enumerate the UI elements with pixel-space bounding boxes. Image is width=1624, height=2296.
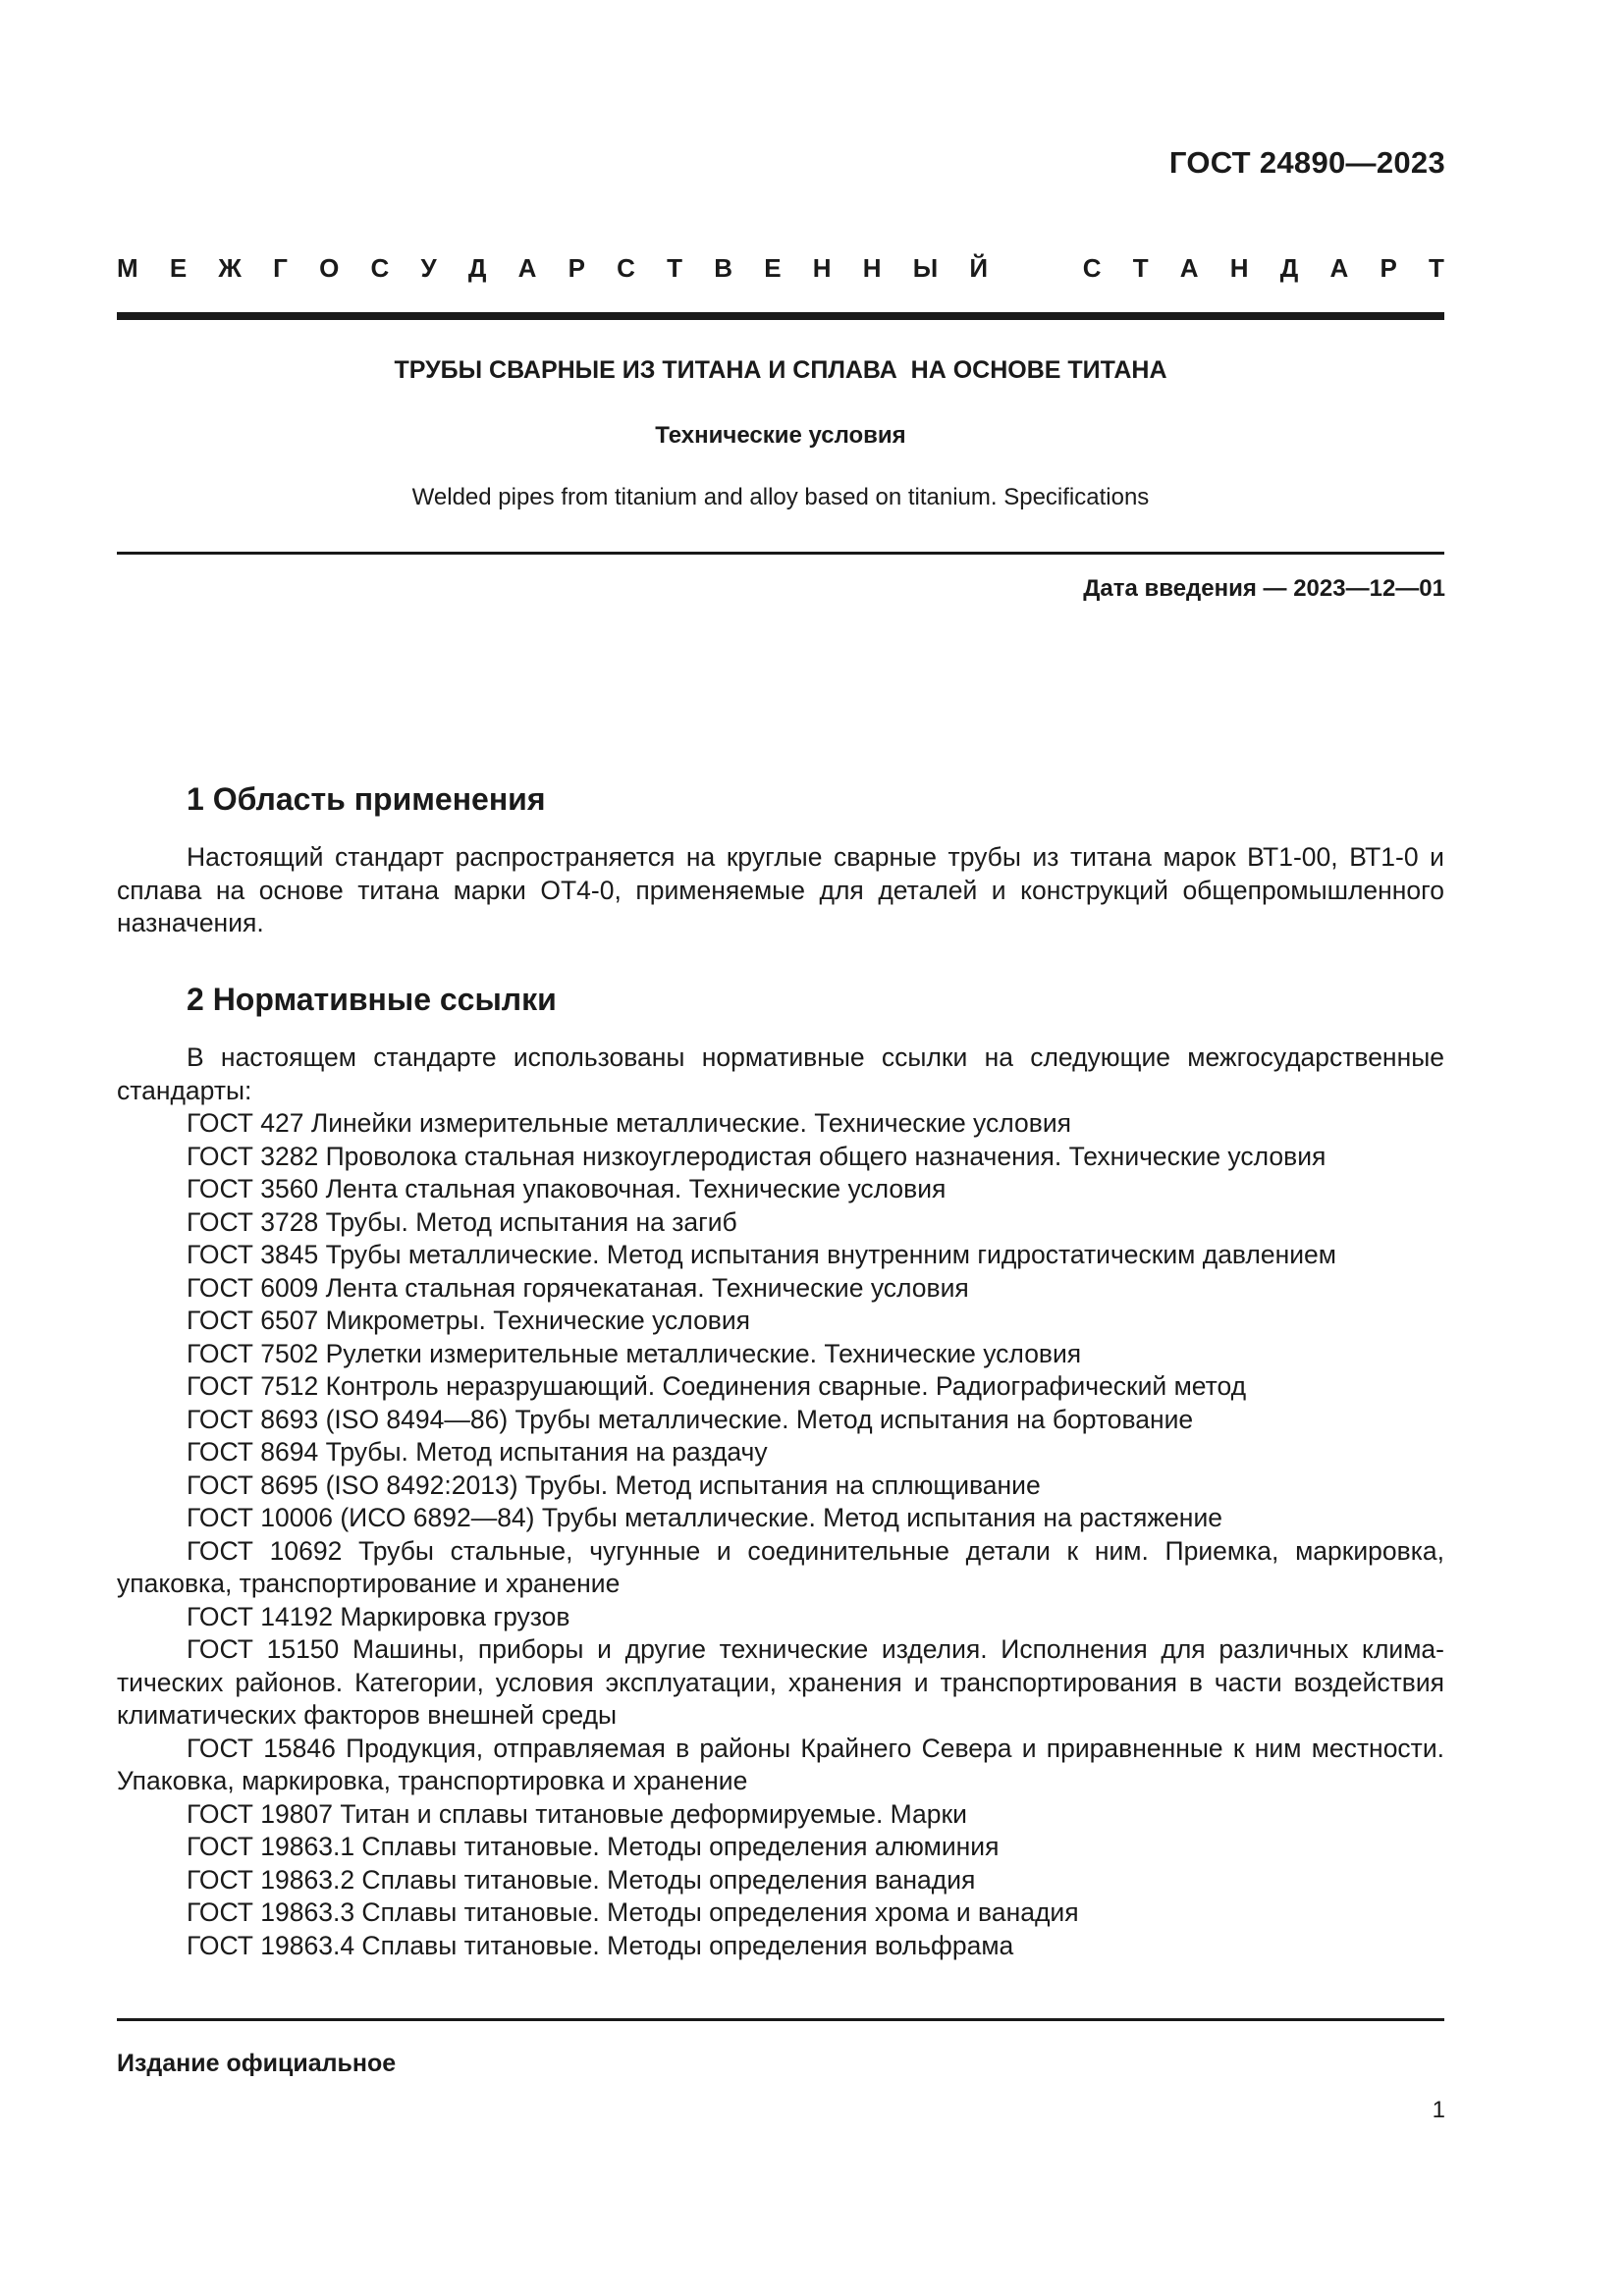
reference-item: ГОСТ 14192 Маркировка грузов (187, 1601, 570, 1631)
reference-item: ГОСТ 7502 Рулетки измерительные металлические. Технические условия (187, 1338, 1082, 1368)
interstate-letter: Г (273, 253, 288, 283)
interstate-letter: О (319, 253, 340, 283)
interstate-letter: Р (1380, 253, 1397, 283)
interstate-letter: М (117, 253, 138, 283)
scope-paragraph: Настоящий стандарт распространяется на круглые сварные трубы из титана марок ВТ1-00, ВТ1-0 и сплава на основе титана марки ОТ4-0, применяемые для деталей и конструкций общепромышленного назначения. (117, 842, 1444, 937)
reference-item: ГОСТ 3845 Трубы металлические. Метод испытания внутренним гидростатическим давлением (187, 1240, 1336, 1269)
interstate-letter: Й (969, 253, 989, 283)
edition-label: Издание официальное (117, 2050, 397, 2077)
introduction-date: Дата введения — 2023—12—01 (1083, 575, 1445, 602)
reference-item: ГОСТ 19807 Титан и сплавы титановые деформируемые. Марки (187, 1798, 967, 1829)
document-subtitle: Технические условия (655, 422, 906, 449)
interstate-letter: Н (862, 253, 882, 283)
reference-item: ГОСТ 7512 Контроль неразрушающий. Соединения сварные. Радиографический метод (187, 1371, 1247, 1401)
document-title-english: Welded pipes from titanium and alloy based on titanium. Specifications (411, 484, 1150, 510)
reference-item: ГОСТ 19863.4 Сплавы титановые. Методы определения вольфрама (187, 1930, 1014, 1960)
section-heading-scope: 1 Область применения (187, 781, 546, 817)
interstate-letter: Е (169, 253, 188, 283)
interstate-letter: Н (812, 253, 832, 283)
interstate-letter: В (714, 253, 733, 283)
interstate-letter: Н (1229, 253, 1249, 283)
reference-item: ГОСТ 10692 Трубы стальные, чугунные и соединительные детали к ним. Приемка, маркировка, упаковка, транспортирование и хранение (117, 1535, 1444, 1598)
reference-item: ГОСТ 6009 Лента стальная горячекатаная. Технические условия (187, 1272, 969, 1303)
section-references-body (117, 1041, 1444, 1962)
reference-item: ГОСТ 19863.2 Сплавы титановые. Методы определения ванадия (187, 1864, 976, 1895)
reference-item: ГОСТ 19863.3 Сплавы титановые. Методы определения хрома и ванадия (187, 1897, 1079, 1927)
reference-item: ГОСТ 427 Линейки измерительные металлические. Технические условия (187, 1108, 1071, 1138)
document-title: ТРУБЫ СВАРНЫЕ ИЗ ТИТАНА И СПЛАВА НА ОСНОВЕ ТИТАНА (394, 356, 1167, 384)
interstate-letter: Т (667, 253, 683, 283)
section-heading-normative-references: 2 Нормативные ссылки (187, 982, 557, 1017)
interstate-letter: Ы (912, 253, 939, 283)
header-rule (117, 312, 1444, 320)
interstate-letter: Т (1132, 253, 1149, 283)
interstate-letter: А (1329, 253, 1349, 283)
reference-item: ГОСТ 8694 Трубы. Метод испытания на раздачу (187, 1437, 768, 1467)
references-list (117, 1107, 1444, 1962)
reference-item: ГОСТ 15846 Продукция, отправляемая в районы Крайнего Севера и приравненные к ним местности. Упаковка, маркировка, транспортировка и хранение (117, 1733, 1444, 1795)
reference-item: ГОСТ 19863.1 Сплавы титановые. Методы определения алюминия (187, 1832, 1000, 1861)
interstate-letter: С (617, 253, 635, 283)
standard-number: ГОСТ 24890—2023 (1168, 145, 1445, 180)
reference-item: ГОСТ 3282 Проволока стальная низкоуглеродистая общего назначения. Технические условия (187, 1141, 1326, 1171)
interstate-letter: С (1082, 253, 1102, 283)
references-intro-paragraph: В настоящем стандарте использованы нормативные ссылки на следующие межгосударственные стандарты: (117, 1042, 1444, 1105)
interstate-letter: Е (764, 253, 782, 283)
reference-item: ГОСТ 6507 Микрометры. Технические условия (187, 1306, 751, 1335)
interstate-letter: Д (1279, 253, 1299, 283)
interstate-letter: У (420, 253, 437, 283)
page-number: 1 (1432, 2097, 1445, 2123)
reference-item: ГОСТ 15150 Машины, приборы и другие технические изделия. Исполнения для различных климатических районов. Категории, условия эксплуатации, хранения и транспортирования в части воздействия климатических факторов внешней среды (117, 1634, 1444, 1730)
reference-item: ГОСТ 3728 Трубы. Метод испытания на загиб (187, 1206, 737, 1237)
interstate-letter: Ж (218, 253, 242, 283)
reference-item: ГОСТ 3560 Лента стальная упаковочная. Технические условия (187, 1174, 947, 1203)
interstate-letter: А (517, 253, 537, 283)
interstate-standard-heading (117, 253, 1444, 284)
reference-item: ГОСТ 8693 (ISO 8494—86) Трубы металлические. Метод испытания на бортование (187, 1404, 1194, 1434)
interstate-letter: Т (1429, 253, 1444, 283)
reference-item: ГОСТ 10006 (ИСО 6892—84) Трубы металлические. Метод испытания на растяжение (187, 1503, 1222, 1532)
interstate-letter: Р (568, 253, 585, 283)
interstate-letter: С (370, 253, 390, 283)
reference-item: ГОСТ 8695 (ISO 8492:2013) Трубы. Метод испытания на сплющивание (187, 1469, 1041, 1500)
section-scope-body (117, 841, 1444, 940)
interstate-letter: А (1179, 253, 1199, 283)
footer-rule (117, 2018, 1444, 2021)
interstate-letter: Д (467, 253, 487, 283)
title-rule (117, 552, 1444, 555)
